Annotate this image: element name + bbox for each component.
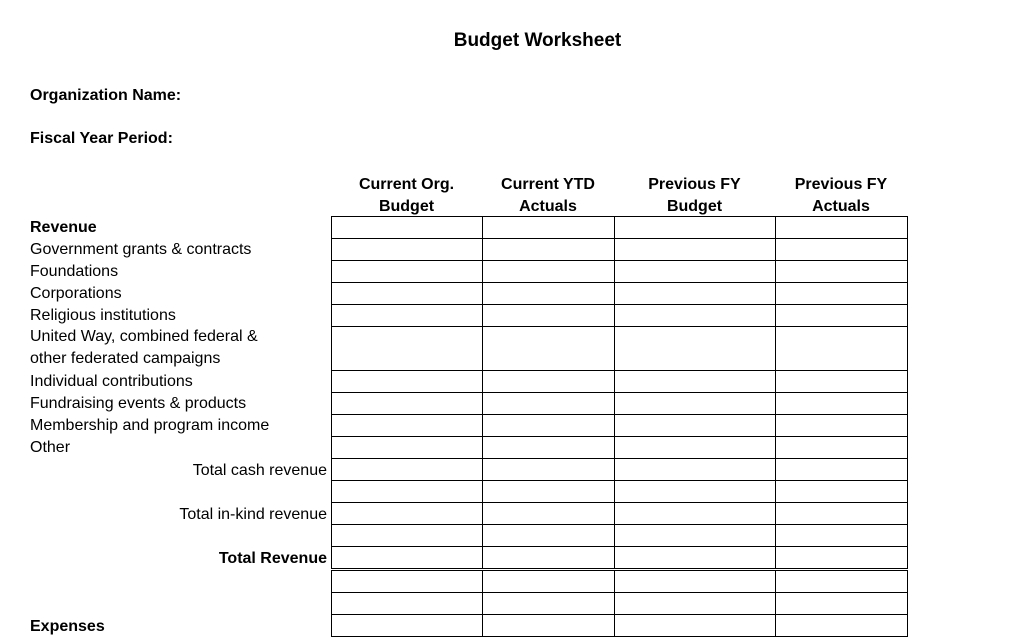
revenue-heading: Revenue bbox=[30, 219, 97, 236]
total-inkind-revenue-label: Total in-kind revenue bbox=[179, 506, 327, 523]
column-header-line: Budget bbox=[666, 198, 723, 215]
revenue-row-label: Foundations bbox=[30, 263, 119, 280]
worksheet-cell[interactable] bbox=[482, 392, 615, 415]
column-header-line: Actuals bbox=[519, 198, 577, 215]
worksheet-cell[interactable] bbox=[482, 216, 615, 239]
worksheet-cell[interactable] bbox=[331, 282, 483, 305]
worksheet-cell[interactable] bbox=[614, 502, 776, 525]
worksheet-cell[interactable] bbox=[331, 260, 483, 283]
worksheet-cell[interactable] bbox=[482, 570, 615, 593]
worksheet-cell[interactable] bbox=[482, 614, 615, 637]
fiscal-year-period-label: Fiscal Year Period: bbox=[30, 130, 173, 147]
worksheet-cell[interactable] bbox=[482, 592, 615, 615]
revenue-row-label: Individual contributions bbox=[30, 373, 193, 390]
worksheet-cell[interactable] bbox=[775, 260, 908, 283]
worksheet-cell[interactable] bbox=[482, 436, 615, 459]
worksheet-cell[interactable] bbox=[614, 436, 776, 459]
worksheet-cell[interactable] bbox=[775, 282, 908, 305]
worksheet-cell[interactable] bbox=[775, 370, 908, 393]
column-header-line: Budget bbox=[378, 198, 435, 215]
worksheet-cell[interactable] bbox=[482, 502, 615, 525]
column-header-line: Actuals bbox=[812, 198, 870, 215]
worksheet-cell[interactable] bbox=[331, 502, 483, 525]
worksheet-cell[interactable] bbox=[614, 592, 776, 615]
worksheet-cell[interactable] bbox=[775, 304, 908, 327]
worksheet-cell[interactable] bbox=[331, 392, 483, 415]
worksheet-cell[interactable] bbox=[482, 238, 615, 261]
worksheet-cell[interactable] bbox=[331, 370, 483, 393]
worksheet-cell[interactable] bbox=[614, 282, 776, 305]
organization-name-label: Organization Name: bbox=[30, 87, 182, 104]
worksheet-cell[interactable] bbox=[775, 216, 908, 239]
worksheet-cell[interactable] bbox=[614, 546, 776, 569]
revenue-row-label: Fundraising events & products bbox=[30, 395, 247, 412]
worksheet-cell[interactable] bbox=[775, 592, 908, 615]
column-header-current-ytd-actuals bbox=[482, 174, 614, 218]
worksheet-cell[interactable] bbox=[775, 436, 908, 459]
worksheet-cell[interactable] bbox=[614, 216, 776, 239]
worksheet-cell[interactable] bbox=[614, 570, 776, 593]
expenses-heading: Expenses bbox=[30, 618, 105, 635]
worksheet-cell[interactable] bbox=[331, 414, 483, 437]
worksheet-cell[interactable] bbox=[331, 480, 483, 503]
worksheet-cell[interactable] bbox=[775, 392, 908, 415]
total-revenue-label: Total Revenue bbox=[218, 550, 327, 567]
worksheet-cell[interactable] bbox=[482, 524, 615, 547]
worksheet-cell[interactable] bbox=[482, 326, 615, 371]
worksheet-cell[interactable] bbox=[482, 414, 615, 437]
revenue-row-label: Corporations bbox=[30, 285, 122, 302]
worksheet-cell[interactable] bbox=[331, 436, 483, 459]
worksheet-cell[interactable] bbox=[775, 546, 908, 569]
worksheet-cell[interactable] bbox=[331, 304, 483, 327]
revenue-row-label: Other bbox=[30, 439, 71, 456]
worksheet-cell[interactable] bbox=[775, 480, 908, 503]
worksheet-cell[interactable] bbox=[775, 238, 908, 261]
worksheet-cell[interactable] bbox=[482, 282, 615, 305]
worksheet-cell[interactable] bbox=[331, 570, 483, 593]
worksheet-cell[interactable] bbox=[331, 458, 483, 481]
worksheet-cell[interactable] bbox=[614, 414, 776, 437]
worksheet-cell[interactable] bbox=[331, 216, 483, 239]
worksheet-cell[interactable] bbox=[614, 326, 776, 371]
worksheet-cell[interactable] bbox=[331, 592, 483, 615]
total-cash-revenue-label: Total cash revenue bbox=[192, 462, 327, 479]
worksheet-cell[interactable] bbox=[614, 238, 776, 261]
column-header-previous-fy-budget bbox=[614, 174, 775, 218]
worksheet-cell[interactable] bbox=[614, 614, 776, 637]
worksheet-cell[interactable] bbox=[614, 370, 776, 393]
worksheet-cell[interactable] bbox=[775, 414, 908, 437]
worksheet-cell[interactable] bbox=[614, 480, 776, 503]
budget-grid bbox=[331, 216, 907, 636]
worksheet-cell[interactable] bbox=[614, 304, 776, 327]
worksheet-cell[interactable] bbox=[482, 458, 615, 481]
revenue-row-label: Membership and program income bbox=[30, 417, 270, 434]
revenue-row-label: Religious institutions bbox=[30, 307, 176, 324]
worksheet-cell[interactable] bbox=[775, 326, 908, 371]
column-header-line: Current YTD bbox=[501, 176, 595, 193]
worksheet-cell[interactable] bbox=[331, 238, 483, 261]
worksheet-cell[interactable] bbox=[482, 480, 615, 503]
worksheet-cell[interactable] bbox=[775, 458, 908, 481]
worksheet-cell[interactable] bbox=[775, 614, 908, 637]
worksheet-cell[interactable] bbox=[775, 524, 908, 547]
page-title: Budget Worksheet bbox=[453, 30, 622, 51]
column-header-line: Previous FY bbox=[794, 176, 888, 193]
revenue-row-label: United Way, combined federal & bbox=[30, 328, 258, 345]
revenue-row-label: other federated campaigns bbox=[30, 350, 221, 367]
worksheet-cell[interactable] bbox=[614, 392, 776, 415]
worksheet-cell[interactable] bbox=[331, 326, 483, 371]
column-header-previous-fy-actuals bbox=[775, 174, 907, 218]
revenue-row-label: Government grants & contracts bbox=[30, 241, 252, 258]
worksheet-cell[interactable] bbox=[614, 458, 776, 481]
worksheet-cell[interactable] bbox=[482, 260, 615, 283]
worksheet-cell[interactable] bbox=[331, 524, 483, 547]
column-header-line: Current Org. bbox=[358, 176, 455, 193]
column-header-line: Previous FY bbox=[648, 176, 741, 193]
worksheet-cell[interactable] bbox=[614, 260, 776, 283]
worksheet-cell[interactable] bbox=[775, 570, 908, 593]
column-header-current-org-budget bbox=[331, 174, 482, 218]
worksheet-cell[interactable] bbox=[331, 546, 483, 569]
worksheet-cell[interactable] bbox=[331, 614, 483, 637]
worksheet-cell[interactable] bbox=[482, 546, 615, 569]
worksheet-cell[interactable] bbox=[482, 370, 615, 393]
worksheet-cell[interactable] bbox=[614, 524, 776, 547]
worksheet-cell[interactable] bbox=[775, 502, 908, 525]
worksheet-cell[interactable] bbox=[482, 304, 615, 327]
